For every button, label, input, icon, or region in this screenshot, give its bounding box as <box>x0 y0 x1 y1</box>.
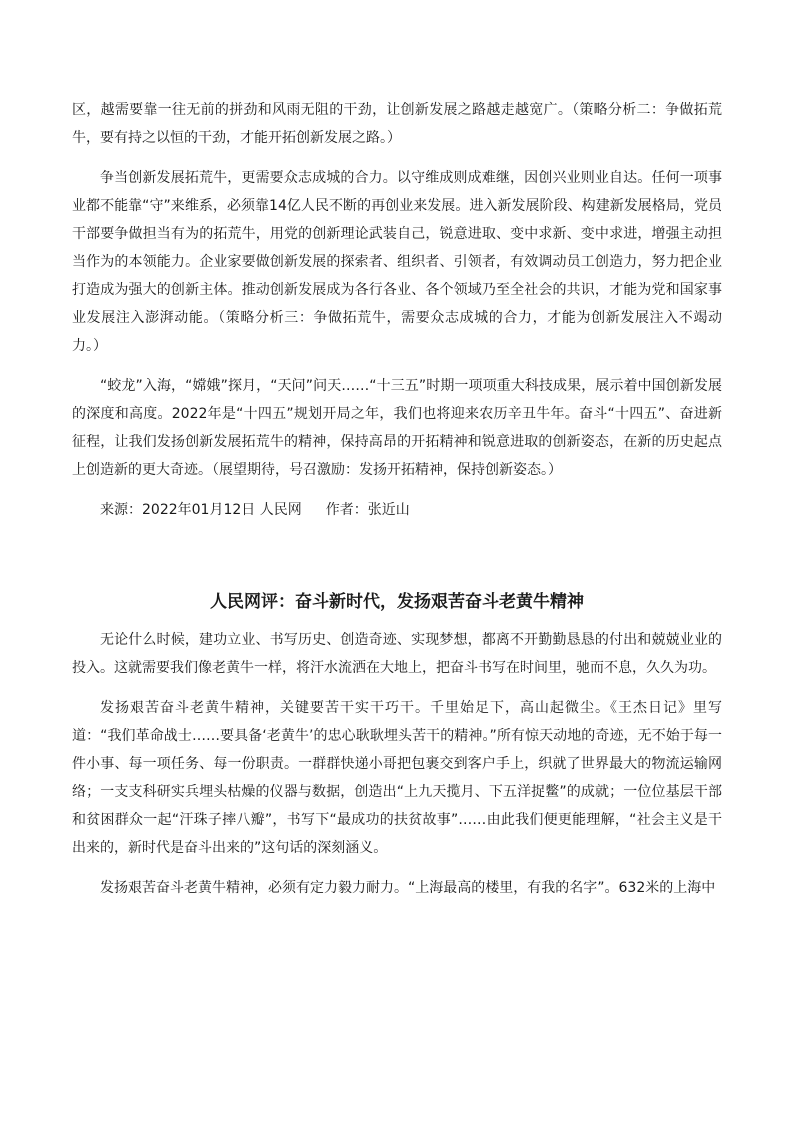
source-text: 来源：2022年01月12日 人民网 <box>100 502 302 518</box>
paragraph: 发扬艰苦奋斗老黄牛精神，必须有定力毅力耐力。“上海最高的楼里，有我的名字”。632米的上海中 <box>100 880 716 896</box>
paragraph: 区，越需要靠一往无前的拼劲和风雨无阻的干劲，让创新发展之路越走越宽广。（策略分析二：争做拓荒牛，要有持之以恒的干劲，才能开拓创新发展之路。） <box>72 102 722 146</box>
paragraph: 发扬艰苦奋斗老黄牛精神，关键要苦干实干巧干。千里始足下，高山起微尘。《王杰日记》里写道：“我们革命战士……要具备‘老黄牛’的忠心耿耿埋头苦干的精神。”所有惊天动地的奇迹，无不始于每一件小事、每一项任务、每一份职责。一群群快递小哥把包裹交到客户手上，织就了世界最大的物流运输网络；一支支科研实兵埋头枯燥的仪器与数据，创造出“上九天揽月、下五洋捉鳖”的成就；一位位基层干部和贫困群众一起“汗珠子摔八瓣”，书写下“最成功的扶贫故事”……由此我们便更能理解，“社会主义是干出来的，新时代是奋斗出来的”这句话的深刻涵义。 <box>72 700 722 856</box>
paragraph: “蛟龙”入海，“嫦娥”探月，“天问”问天……“十三五”时期一项项重大科技成果，展示着中国创新发展的深度和高度。2022年是“十四五”规划开局之年，我们也将迎来农历辛丑牛年。奋斗“十四五”、奋进新征程，让我们发扬创新发展拓荒牛的精神，保持高昂的开拓精神和锐意进取的创新姿态，在新的历史起点上创造新的更大奇迹。（展望期待，号召激励：发扬开拓精神，保持创新姿态。） <box>72 378 722 478</box>
source-line <box>72 496 722 524</box>
paragraph: 无论什么时候，建功立业、书写历史、创造奇迹、实现梦想，都离不开勤勤恳恳的付出和兢兢业业的投入。这就需要我们像老黄牛一样，将汗水流洒在大地上，把奋斗书写在时间里，驰而不息，久久为功。 <box>72 632 722 676</box>
document-page <box>72 96 722 914</box>
article-title: 人民网评：奋斗新时代，发扬艰苦奋斗老黄牛精神 <box>210 592 584 612</box>
paragraph: 争当创新发展拓荒牛，更需要众志成城的合力。以守维成则成难继，因创兴业则业自达。任何一项事业都不能靠“守”来维系，必须靠14亿人民不断的再创业来发展。进入新发展阶段、构建新发展格局，党员干部要争做担当有为的拓荒牛，用党的创新理论武装自己，锐意进取、变中求新、变中求进，增强主动担当作为的本领能力。企业家要做创新发展的探索者、组织者、引领者，有效调动员工创造力，努力把企业打造成为强大的创新主体。推动创新发展成为各行各业、各个领域乃至全社会的共识，才能为党和国家事业发展注入澎湃动能。（策略分析三：争做拓荒牛，需要众志成城的合力，才能为创新发展注入不竭动力。） <box>72 170 722 354</box>
author-text: 作者：张近山 <box>325 502 410 518</box>
